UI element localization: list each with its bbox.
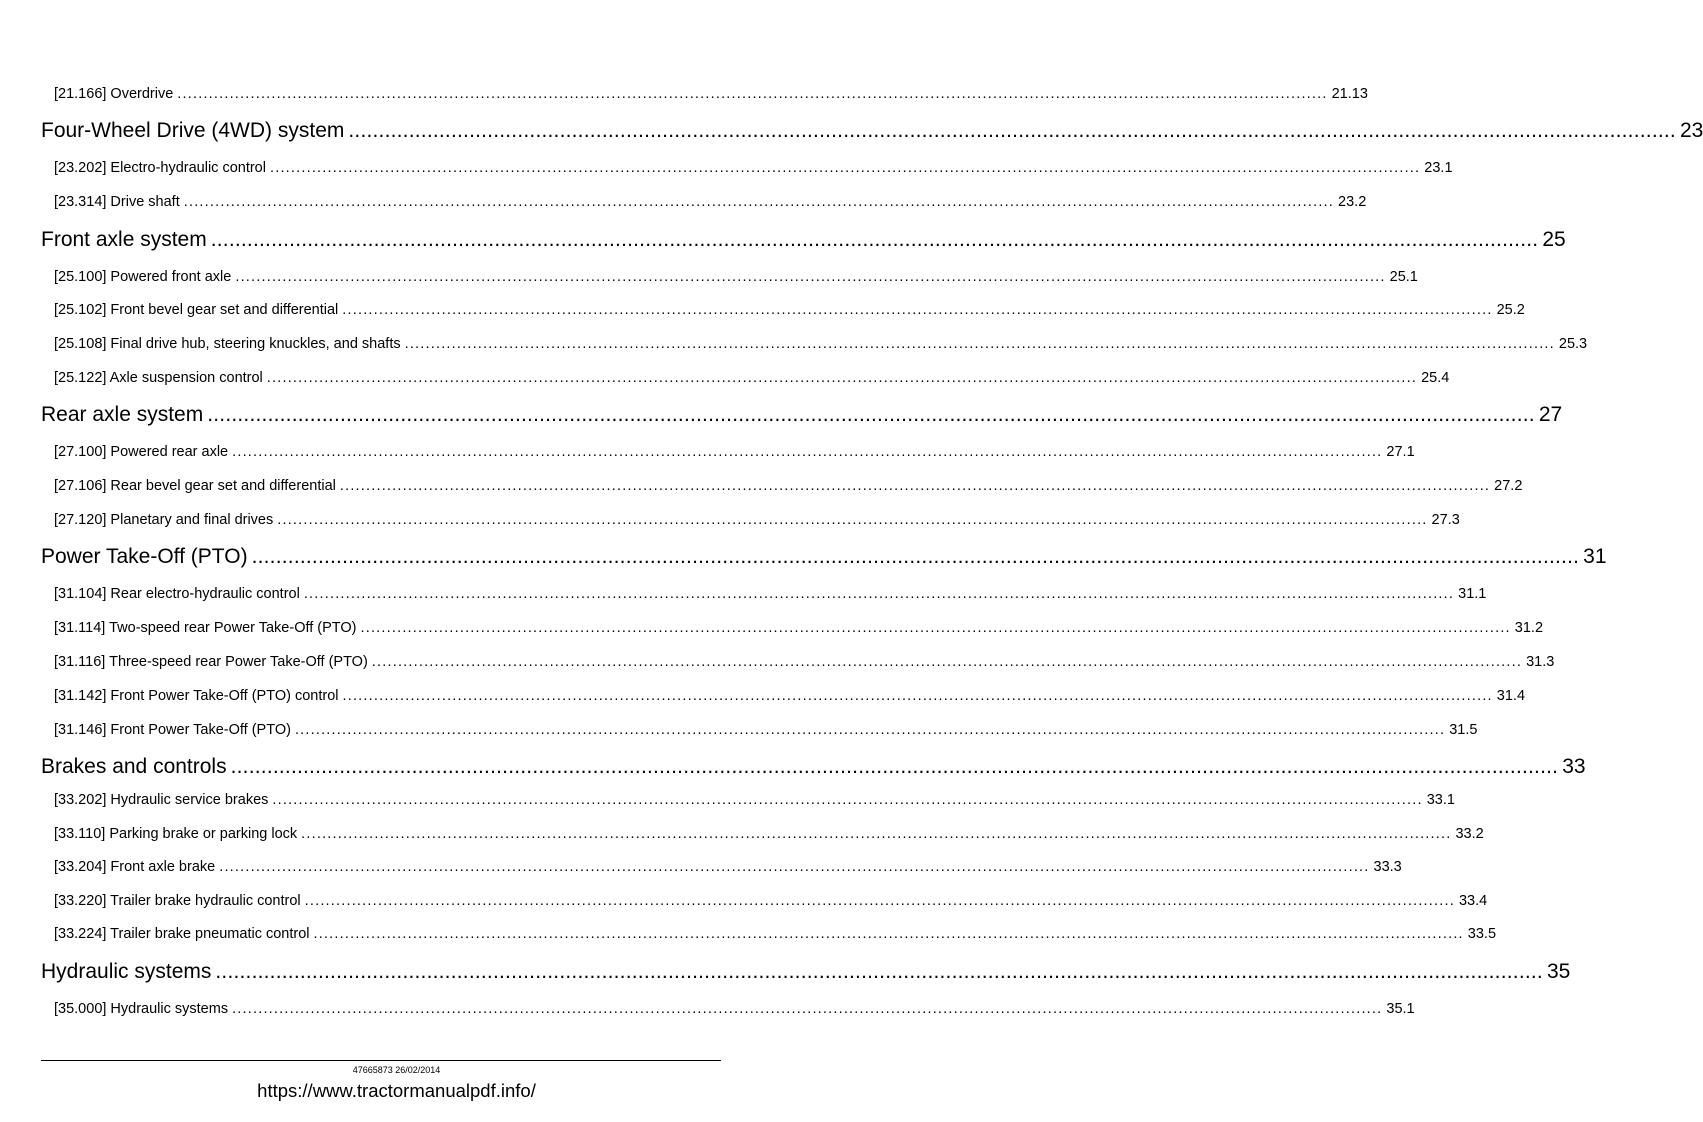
toc-entry[interactable] bbox=[54, 269, 1418, 289]
toc-section-heading[interactable] bbox=[41, 119, 1703, 147]
dot-leader: ............................................................................................................................................................................................................................ bbox=[232, 1001, 1383, 1017]
toc-entry[interactable] bbox=[54, 444, 1415, 464]
dot-leader: ............................................................................................................................................................................................................................ bbox=[272, 792, 1423, 808]
toc-entry-title: [27.120] Planetary and final drives bbox=[54, 512, 274, 528]
toc-section-title: Front axle system bbox=[41, 228, 207, 251]
toc-section-title: Hydraulic systems bbox=[41, 960, 212, 983]
toc-entry[interactable] bbox=[54, 586, 1487, 606]
toc-entry-title: [23.202] Electro-hydraulic control bbox=[54, 160, 266, 176]
toc-section-title: Four-Wheel Drive (4WD) system bbox=[41, 119, 345, 142]
toc-entry-title: [31.116] Three-speed rear Power Take-Off (PTO) bbox=[54, 654, 368, 670]
toc-entry-page: 35.1 bbox=[1386, 1001, 1415, 1017]
dot-leader: ............................................................................................................................................................................................................................ bbox=[360, 620, 1511, 636]
toc-entry-page: 33.2 bbox=[1455, 826, 1484, 842]
toc-entry[interactable] bbox=[54, 1001, 1415, 1021]
toc-entry-page: 23.1 bbox=[1424, 160, 1453, 176]
toc-section-heading[interactable] bbox=[41, 228, 1566, 256]
toc-entry-page: 31.2 bbox=[1514, 620, 1544, 636]
toc-entry-title: [31.104] Rear electro-hydraulic control bbox=[54, 586, 300, 602]
toc-section-heading[interactable] bbox=[41, 545, 1607, 573]
toc-entry[interactable] bbox=[54, 859, 1402, 879]
toc-entry[interactable] bbox=[54, 512, 1460, 532]
footer-divider bbox=[41, 1060, 721, 1061]
toc-entry-page: 27.1 bbox=[1386, 444, 1415, 460]
toc-section-page: 31 bbox=[1583, 545, 1607, 568]
toc-entry-page: 25.4 bbox=[1421, 370, 1450, 386]
dot-leader: ............................................................................................................................................................................................................................ bbox=[177, 86, 1328, 102]
toc-entry-title: [31.146] Front Power Take-Off (PTO) bbox=[54, 722, 291, 738]
toc-entry[interactable] bbox=[54, 893, 1488, 913]
toc-section-page: 23 bbox=[1679, 119, 1703, 142]
dot-leader: ............................................................................................................................................................................................................................ bbox=[266, 370, 1418, 386]
toc-entry[interactable] bbox=[54, 302, 1525, 322]
toc-entry[interactable] bbox=[54, 194, 1367, 214]
dot-leader: ............................................................................................................................................................................................................................ bbox=[235, 269, 1386, 285]
dot-leader: ............................................................................................................................................................................................................................ bbox=[342, 688, 1493, 704]
toc-section-page: 35 bbox=[1546, 960, 1571, 983]
document-id: 47665873 26/02/2014 bbox=[352, 1065, 441, 1075]
source-url[interactable]: https://www.tractormanualpdf.info/ bbox=[257, 1080, 536, 1101]
toc-entry-page: 25.2 bbox=[1496, 302, 1525, 318]
toc-section-page: 25 bbox=[1542, 228, 1566, 251]
dot-leader: ............................................................................................................................................................................................................................ bbox=[342, 302, 1493, 318]
toc-entry[interactable] bbox=[54, 722, 1478, 742]
toc-entry[interactable] bbox=[54, 86, 1368, 106]
toc-section-heading[interactable] bbox=[41, 960, 1571, 988]
toc-entry-page: 23.2 bbox=[1338, 194, 1367, 210]
toc-entry-title: [33.110] Parking brake or parking lock bbox=[54, 826, 298, 842]
dot-leader: ............................................................................................................................................................................................................................ bbox=[404, 336, 1555, 352]
dot-leader: ............................................................................................................................................................................................................................ bbox=[207, 403, 1535, 426]
dot-leader: ............................................................................................................................................................................................................................ bbox=[371, 654, 1523, 670]
toc-section-title: Brakes and controls bbox=[41, 755, 227, 778]
toc-entry-title: [33.202] Hydraulic service brakes bbox=[54, 792, 269, 808]
toc-entry-page: 31.3 bbox=[1526, 654, 1555, 670]
toc-entry[interactable] bbox=[54, 688, 1526, 708]
toc-entry-page: 27.2 bbox=[1494, 478, 1523, 494]
dot-leader: ............................................................................................................................................................................................................................ bbox=[210, 228, 1539, 251]
dot-leader: ............................................................................................................................................................................................................................ bbox=[230, 755, 1559, 778]
toc-section-page: 33 bbox=[1562, 755, 1586, 778]
toc-entry-page: 27.3 bbox=[1431, 512, 1460, 528]
toc-entry-title: [25.100] Powered front axle bbox=[54, 269, 232, 285]
toc-section-heading[interactable] bbox=[41, 755, 1586, 783]
toc-entry-page: 33.4 bbox=[1458, 893, 1488, 909]
toc-entry-title: [31.142] Front Power Take-Off (PTO) control bbox=[54, 688, 339, 704]
toc-entry-page: 33.5 bbox=[1467, 926, 1497, 942]
dot-leader: ............................................................................................................................................................................................................................ bbox=[219, 859, 1370, 875]
dot-leader: ............................................................................................................................................................................................................................ bbox=[348, 119, 1676, 142]
dot-leader: ............................................................................................................................................................................................................................ bbox=[215, 960, 1543, 983]
toc-entry-page: 31.5 bbox=[1449, 722, 1478, 738]
toc-section-page: 27 bbox=[1538, 403, 1563, 426]
toc-entry-title: [31.114] Two-speed rear Power Take-Off (PTO) bbox=[54, 620, 357, 636]
toc-entry[interactable] bbox=[54, 620, 1544, 640]
toc-entry[interactable] bbox=[54, 160, 1453, 180]
dot-leader: ............................................................................................................................................................................................................................ bbox=[301, 826, 1452, 842]
toc-entry[interactable] bbox=[54, 478, 1523, 498]
dot-leader: ............................................................................................................................................................................................................................ bbox=[339, 478, 1491, 494]
toc-entry-title: [25.108] Final drive hub, steering knuckles, and shafts bbox=[54, 336, 401, 352]
toc-entry-page: 21.13 bbox=[1331, 86, 1368, 102]
toc-entry[interactable] bbox=[54, 792, 1455, 812]
toc-section-title: Power Take-Off (PTO) bbox=[41, 545, 248, 568]
toc-entry[interactable] bbox=[54, 826, 1484, 846]
toc-entry[interactable] bbox=[54, 336, 1588, 356]
toc-entry-title: [33.224] Trailer brake pneumatic control bbox=[54, 926, 310, 942]
toc-entry-title: [33.220] Trailer brake hydraulic control bbox=[54, 893, 301, 909]
toc-entry-title: [25.102] Front bevel gear set and differential bbox=[54, 302, 339, 318]
toc-entry-page: 25.3 bbox=[1558, 336, 1588, 352]
dot-leader: ............................................................................................................................................................................................................................ bbox=[183, 194, 1335, 210]
toc-entry-page: 31.4 bbox=[1496, 688, 1526, 704]
toc-entry[interactable] bbox=[54, 370, 1450, 390]
toc-entry-title: [27.100] Powered rear axle bbox=[54, 444, 229, 460]
toc-entry[interactable] bbox=[54, 654, 1555, 674]
toc-entry-title: [23.314] Drive shaft bbox=[54, 194, 180, 210]
toc-entry-page: 31.1 bbox=[1458, 586, 1487, 602]
toc-entry-title: [35.000] Hydraulic systems bbox=[54, 1001, 229, 1017]
toc-entry-title: [21.166] Overdrive bbox=[54, 86, 174, 102]
dot-leader: ............................................................................................................................................................................................................................ bbox=[294, 722, 1446, 738]
dot-leader: ............................................................................................................................................................................................................................ bbox=[313, 926, 1464, 942]
dot-leader: ............................................................................................................................................................................................................................ bbox=[269, 160, 1421, 176]
toc-entry-page: 33.1 bbox=[1426, 792, 1455, 808]
toc-section-title: Rear axle system bbox=[41, 403, 204, 426]
dot-leader: ............................................................................................................................................................................................................................ bbox=[303, 586, 1455, 602]
dot-leader: ............................................................................................................................................................................................................................ bbox=[304, 893, 1455, 909]
toc-entry-title: [27.106] Rear bevel gear set and differential bbox=[54, 478, 336, 494]
toc-entry-title: [25.122] Axle suspension control bbox=[54, 370, 263, 386]
dot-leader: ............................................................................................................................................................................................................................ bbox=[232, 444, 1383, 460]
dot-leader: ............................................................................................................................................................................................................................ bbox=[277, 512, 1428, 528]
dot-leader: ............................................................................................................................................................................................................................ bbox=[251, 545, 1580, 568]
toc-entry-title: [33.204] Front axle brake bbox=[54, 859, 216, 875]
toc-entry[interactable] bbox=[54, 926, 1497, 946]
toc-section-heading[interactable] bbox=[41, 403, 1563, 431]
toc-entry-page: 25.1 bbox=[1389, 269, 1418, 285]
toc-entry-page: 33.3 bbox=[1373, 859, 1402, 875]
